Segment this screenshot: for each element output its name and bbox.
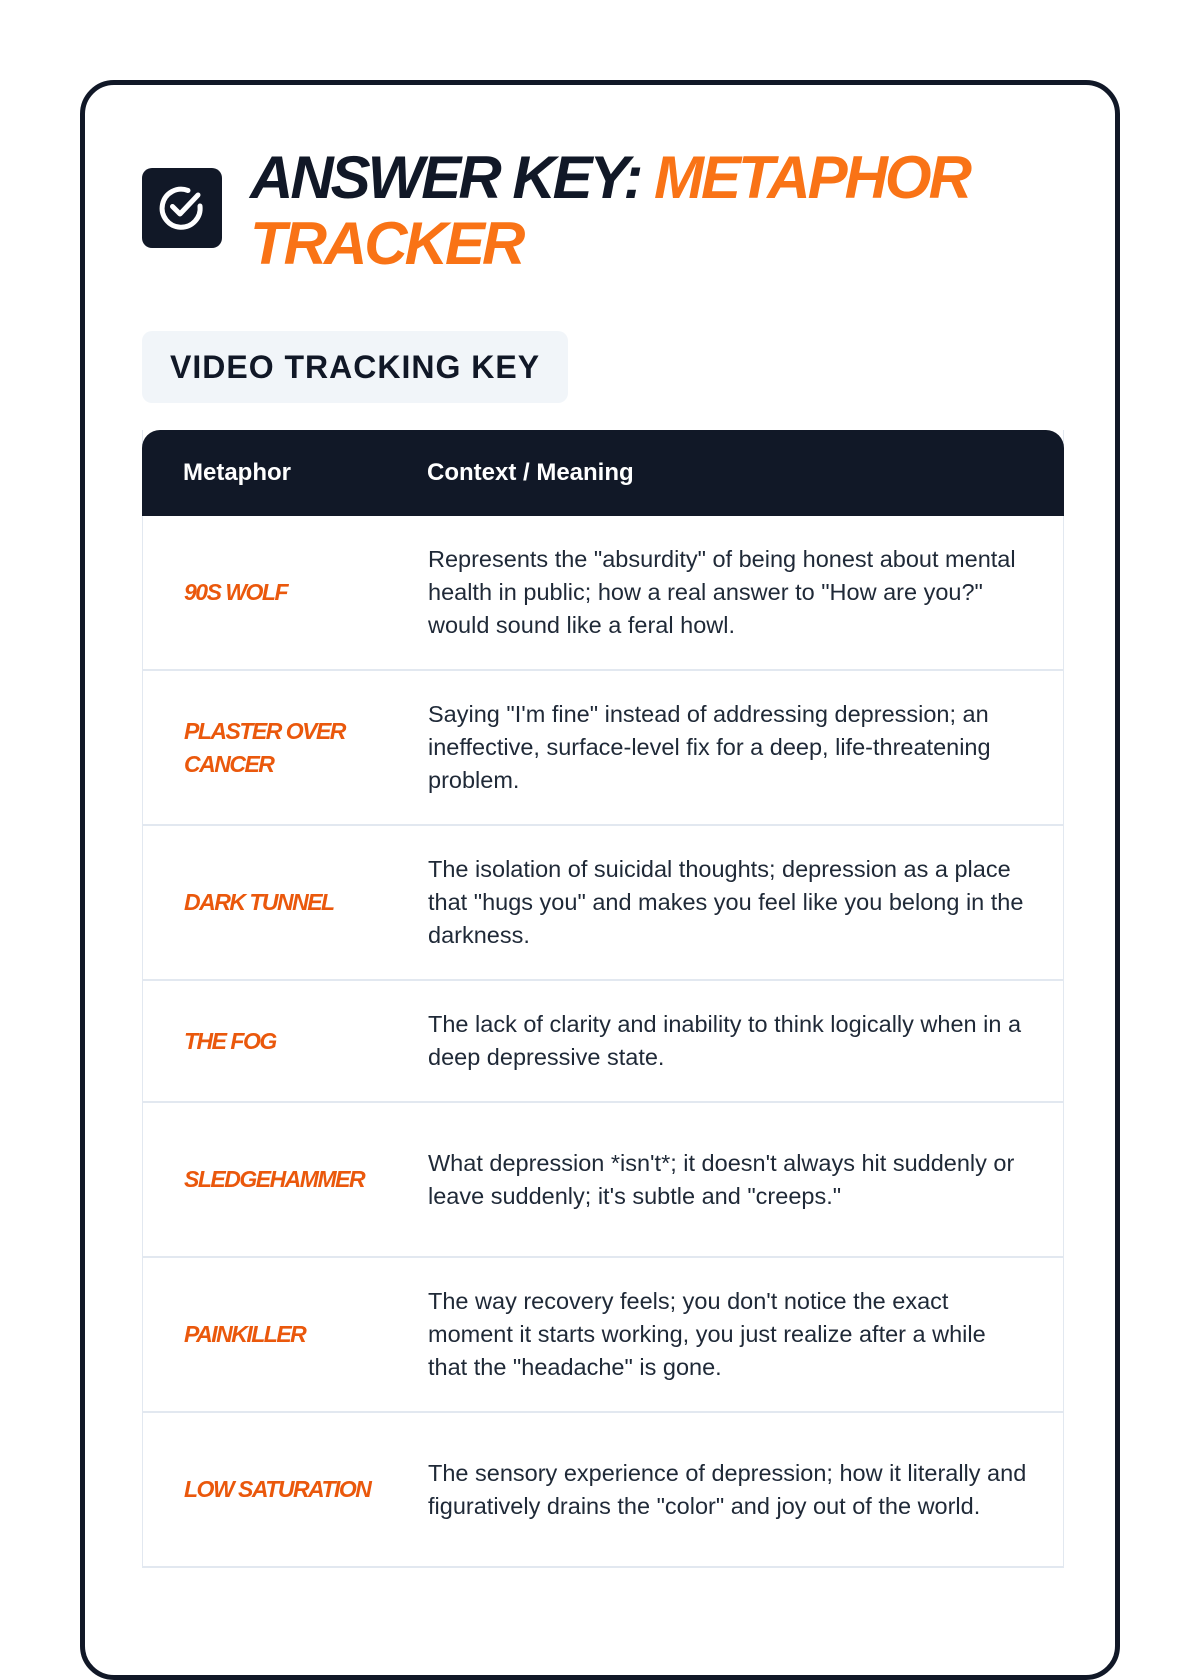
table-row: [143, 981, 1063, 1103]
answer-key-card: [80, 80, 1120, 1680]
metaphor-cell: PAINKILLER: [184, 1321, 306, 1347]
table-row: [143, 671, 1063, 826]
table-row: [143, 826, 1063, 981]
meaning-cell: The sensory experience of depression; how it literally and figuratively drains the "color" and joy out of the world.: [428, 1459, 1027, 1519]
meaning-cell: The isolation of suicidal thoughts; depression as a place that "hugs you" and makes you feel like you belong in the darkness.: [428, 856, 1024, 948]
meaning-cell: Represents the "absurdity" of being honest about mental health in public; how a real answer to "How are you?" would sound like a feral howl.: [428, 546, 1016, 638]
table-row: [143, 1258, 1063, 1413]
metaphor-table: [142, 430, 1064, 1568]
meaning-cell: Saying "I'm fine" instead of addressing depression; an ineffective, surface-level fix for a deep, life-threatening problem.: [428, 701, 991, 793]
page-title: [250, 145, 1090, 277]
metaphor-cell: PLASTER OVER CANCER: [184, 717, 345, 777]
check-circle-icon: [142, 168, 222, 248]
metaphor-cell: 90S WOLF: [184, 579, 288, 605]
table-header: [142, 430, 1064, 516]
title-prefix: ANSWER KEY:: [250, 144, 655, 211]
table-row: [143, 1413, 1063, 1568]
metaphor-cell: SLEDGEHAMMER: [184, 1166, 365, 1192]
meaning-cell: The way recovery feels; you don't notice the exact moment it starts working, you just realize after a while that the "headache" is gone.: [428, 1288, 986, 1380]
title-highlight: METAPHOR TRACKER: [250, 144, 969, 277]
metaphor-cell: LOW SATURATION: [184, 1476, 371, 1502]
meaning-cell: What depression *isn't*; it doesn't always hit suddenly or leave suddenly; it's subtle and "creeps.": [428, 1149, 1015, 1209]
section-label: VIDEO TRACKING KEY: [142, 331, 568, 403]
column-header-metaphor: Metaphor: [183, 459, 291, 486]
metaphor-cell: THE FOG: [184, 1027, 276, 1054]
column-header-context: Context / Meaning: [427, 459, 634, 486]
table-row: [143, 516, 1063, 671]
table-row: [143, 1103, 1063, 1258]
meaning-cell: The lack of clarity and inability to think logically when in a deep depressive state.: [428, 1011, 1022, 1070]
metaphor-cell: DARK TUNNEL: [184, 889, 334, 915]
